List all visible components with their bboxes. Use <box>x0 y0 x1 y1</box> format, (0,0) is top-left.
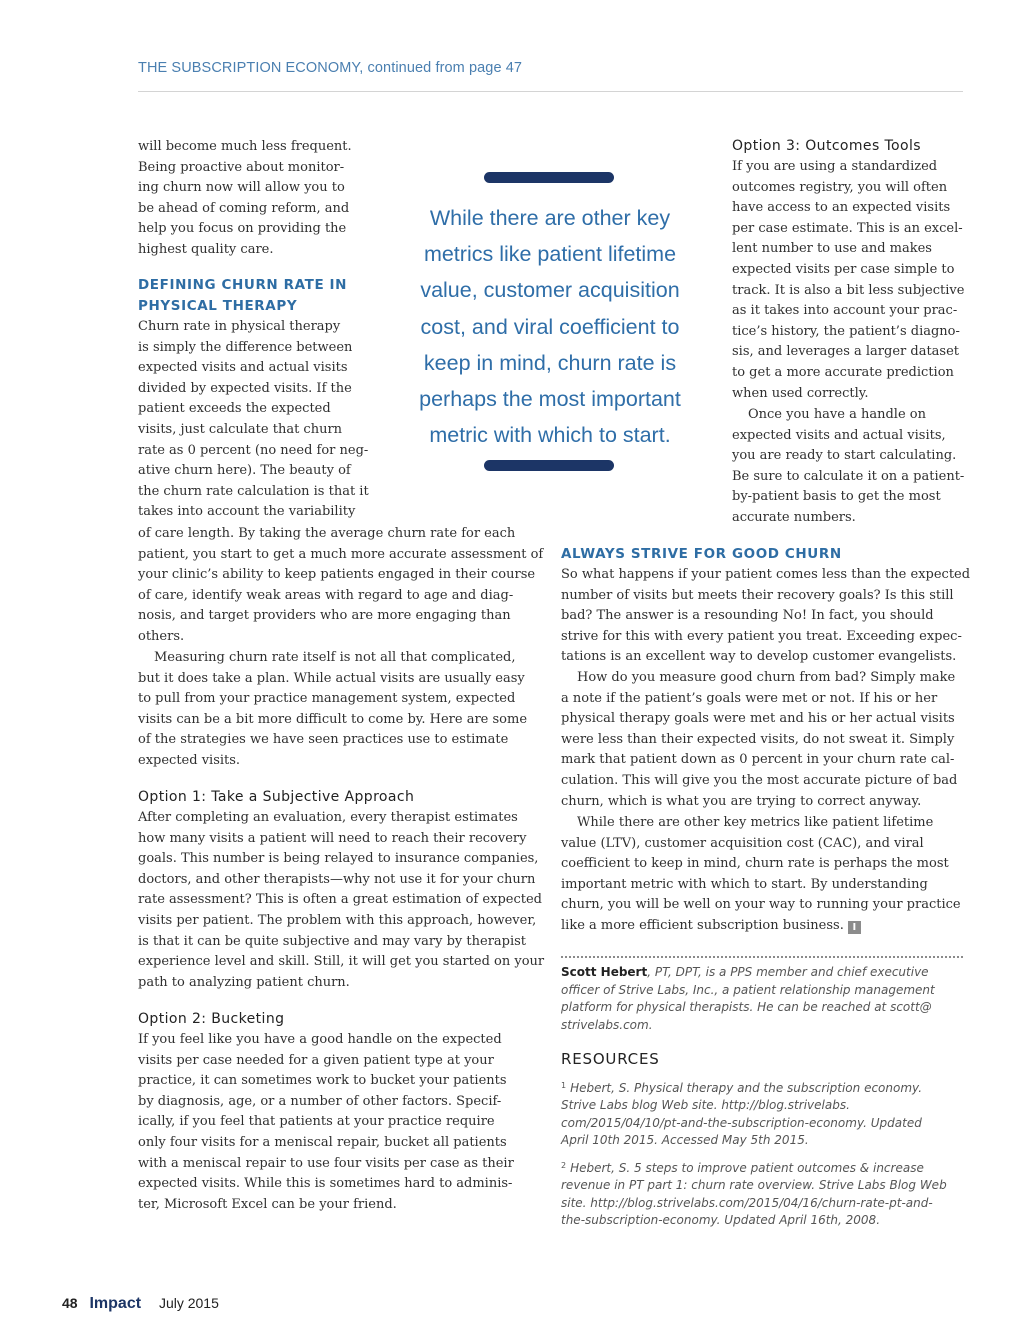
defining-paragraph-narrow-line-6 <box>138 420 378 441</box>
strive-heading-wrap <box>561 544 971 565</box>
while-paragraph-line-3-text: coefficient to keep in mind, churn rate is perhaps the most <box>561 856 949 872</box>
measuring-paragraph-line-5 <box>138 730 548 751</box>
option3-paragraph-line-12-text: when used correctly. <box>732 385 869 401</box>
measuring-paragraph-line-3-text: to pull from your practice management system, expected <box>138 691 516 707</box>
defining-paragraph-narrow-line-6-text: visits, just calculate that churn <box>138 421 343 437</box>
strive-paragraph-line-4-text: strive for this with every patient you treat. Exceeding expec- <box>561 628 962 644</box>
defining-paragraph-wide-line-5-text: nosis, and target providers who are more engaging than <box>138 608 511 624</box>
strive-paragraph-line-1-text: So what happens if your patient comes less than the expected <box>561 567 971 582</box>
option1-paragraph-line-9-text: path to analyzing patient churn. <box>138 974 350 990</box>
option1-paragraph-line-8-text: experience level and skill. Still, it will get you started on your <box>138 954 545 970</box>
option1-paragraph-line-4 <box>138 870 548 891</box>
option1-heading-wrap <box>138 787 548 808</box>
intro-paragraph-line-1 <box>138 137 378 158</box>
author-bio <box>561 964 971 1034</box>
option1-paragraph-line-1 <box>138 808 548 829</box>
measuring-paragraph-line-3 <box>138 689 548 710</box>
measuring-paragraph-line-2 <box>138 669 548 690</box>
measuring-paragraph-line-6 <box>138 751 548 772</box>
option1-paragraph-line-6-text: visits per patient. The problem with this approach, however, <box>138 912 537 928</box>
reference-1-line-2: Strive Labs blog Web site. http://blog.strivelabs. <box>561 1098 850 1113</box>
reference-1-line-4: April 10th 2015. Accessed May 5th 2015. <box>561 1132 809 1147</box>
once-paragraph-line-4 <box>732 467 972 488</box>
option1-paragraph-line-7-text: is that it can be quite subjective and may vary by therapist <box>138 933 527 949</box>
while-paragraph-line-5 <box>561 895 971 916</box>
resources-heading: RESOURCES <box>561 1050 660 1068</box>
strive-paragraph-line-5-text: tations is an excellent way to develop customer evangelists. <box>561 649 957 665</box>
option3-paragraph-line-7-text: track. It is also a bit less subjective <box>732 282 965 298</box>
option2-paragraph-line-1 <box>138 1030 548 1051</box>
while-paragraph-line-4 <box>561 875 971 896</box>
reference-2 <box>561 1157 971 1229</box>
while-paragraph-line-6-text: like a more efficient subscription business. <box>561 917 844 933</box>
option2-paragraph-line-8 <box>138 1174 548 1195</box>
defining-paragraph-narrow-line-2 <box>138 338 378 359</box>
pull-quote-line-5 <box>400 345 700 381</box>
pull-quote-line-4-text: cost, and viral coefficient to <box>420 314 680 339</box>
defining-paragraph-narrow-line-4 <box>138 379 378 400</box>
defining-paragraph-narrow-line-10-text: takes into account the variability <box>138 504 356 520</box>
pull-quote-line-7 <box>400 417 700 453</box>
defining-paragraph-narrow-line-1 <box>138 317 378 338</box>
pull-quote-line-3-text: value, customer acquisition <box>420 278 680 303</box>
option3-paragraph-line-2-text: outcomes registry, you will often <box>732 179 948 195</box>
while-paragraph <box>561 813 971 937</box>
defining-paragraph-wide <box>138 524 548 648</box>
option3-paragraph-line-7 <box>732 281 972 302</box>
while-paragraph-line-5-text: churn, you will be well on your way to running your practice <box>561 897 961 913</box>
header-rule <box>138 91 963 92</box>
while-paragraph-line-4-text: important metric with which to start. By understanding <box>561 876 928 892</box>
strive-paragraph-line-5 <box>561 647 971 668</box>
intro-paragraph-line-4-text: be ahead of coming reform, and <box>138 200 350 216</box>
intro-paragraph-line-2 <box>138 158 378 179</box>
how-paragraph-line-4-text: were less than their expected visits, do not sweat it. Simply <box>561 731 955 747</box>
how-paragraph-line-3 <box>561 709 971 730</box>
option3-paragraph-line-3 <box>732 198 972 219</box>
bio-line-3: platform for physical therapists. He can be reached at scott@ <box>561 1000 932 1014</box>
bio-line-1-text: , PT, DPT, is a PPS member and chief executive <box>647 965 929 979</box>
how-paragraph-line-1 <box>561 668 971 689</box>
option3-paragraph-line-6-text: expected visits per case simple to <box>732 261 955 277</box>
how-paragraph-line-7-text: churn, which is what you are trying to correct anyway. <box>561 793 922 809</box>
measuring-paragraph-line-2-text: but it does take a plan. While actual visits are usually easy <box>138 670 525 686</box>
option3-paragraph-line-3-text: have access to an expected visits <box>732 200 951 216</box>
pull-quote-line-7-text: metric with which to start. <box>429 423 671 448</box>
defining-paragraph-narrow <box>138 317 378 523</box>
option1-paragraph-line-3-text: goals. This number is being relayed to insurance companies, <box>138 851 539 867</box>
defining-heading <box>138 275 378 316</box>
option3-paragraph-line-9 <box>732 322 972 343</box>
option3-paragraph <box>732 157 972 404</box>
bio-line-4: strivelabs.com. <box>561 1017 653 1032</box>
defining-paragraph-wide-line-4 <box>138 586 548 607</box>
intro-paragraph-line-1-text: will become much less frequent. <box>138 139 352 154</box>
once-paragraph <box>732 405 972 529</box>
option3-paragraph-line-5 <box>732 239 972 260</box>
pull-quote-line-6 <box>400 381 700 417</box>
option1-paragraph-line-7 <box>138 932 548 953</box>
defining-paragraph-narrow-line-7 <box>138 441 378 462</box>
page-footer <box>62 1295 219 1313</box>
option3-heading-wrap <box>732 136 972 157</box>
option2-paragraph-line-8-text: expected visits. While this is sometimes hard to adminis- <box>138 1176 513 1192</box>
author-name: Scott Hebert <box>561 965 648 979</box>
intro-paragraph-line-6 <box>138 240 378 261</box>
once-paragraph-line-2-text: expected visits and actual visits, <box>732 427 946 443</box>
option3-paragraph-line-4 <box>732 219 972 240</box>
bio-divider <box>561 956 963 958</box>
defining-paragraph-wide-line-5 <box>138 606 548 627</box>
option3-paragraph-line-4-text: per case estimate. This is an excel- <box>732 220 963 236</box>
how-paragraph-line-6 <box>561 771 971 792</box>
pull-quote-line-2-text: metrics like patient lifetime <box>423 242 677 267</box>
pull-quote-line-6-text: perhaps the most important <box>419 387 681 412</box>
bio-line-1 <box>561 964 971 982</box>
intro-paragraph-line-3-text: ing churn now will allow you to <box>138 180 345 196</box>
defining-paragraph-narrow-line-10 <box>138 502 378 523</box>
option2-paragraph-line-3 <box>138 1071 548 1092</box>
option2-paragraph-line-6-text: only four visits for a meniscal repair, bucket all patients <box>138 1134 507 1150</box>
how-paragraph-line-5 <box>561 750 971 771</box>
intro-paragraph-line-6-text: highest quality care. <box>138 241 274 257</box>
pull-quote-line-1-text: While there are other key <box>429 206 671 230</box>
option3-paragraph-line-12 <box>732 384 972 405</box>
option1-paragraph-line-5-text: rate assessment? This is often a great estimation of expected <box>138 892 542 908</box>
option3-paragraph-line-1-text: If you are using a standardized <box>732 159 938 174</box>
reference-2-text-1: Hebert, S. 5 steps to improve patient outcomes & increase <box>570 1161 924 1176</box>
strive-paragraph-line-3 <box>561 606 971 627</box>
defining-paragraph-narrow-line-8 <box>138 461 378 482</box>
once-paragraph-line-1 <box>732 405 972 426</box>
option3-paragraph-line-8 <box>732 301 972 322</box>
reference-1-number: 1 <box>561 1081 567 1090</box>
option1-paragraph-line-6 <box>138 911 548 932</box>
option1-paragraph-line-9 <box>138 973 548 994</box>
intro-paragraph-line-5 <box>138 219 378 240</box>
strive-heading: ALWAYS STRIVE FOR GOOD CHURN <box>561 546 842 562</box>
reference-1-line-1 <box>561 1077 971 1097</box>
defining-paragraph-wide-line-1 <box>138 524 548 545</box>
defining-paragraph-wide-line-3 <box>138 565 548 586</box>
option2-paragraph-line-6 <box>138 1133 548 1154</box>
option3-paragraph-line-9-text: tice’s history, the patient’s diagno- <box>732 323 960 339</box>
once-paragraph-line-2 <box>732 426 972 447</box>
option2-paragraph-line-5-text: ically, if you feel that patients at your practice require <box>138 1114 495 1130</box>
once-paragraph-line-6 <box>732 508 972 529</box>
how-paragraph-line-7 <box>561 792 971 813</box>
measuring-paragraph <box>138 648 548 772</box>
while-paragraph-line-2-text: value (LTV), customer acquisition cost (CAC), and viral <box>561 835 924 851</box>
once-paragraph-line-5 <box>732 487 972 508</box>
once-paragraph-line-5-text: by-patient basis to get the most <box>732 489 941 505</box>
strive-paragraph-line-4 <box>561 627 971 648</box>
intro-paragraph <box>138 137 378 261</box>
pull-quote <box>400 200 700 453</box>
pullquote-bar-top <box>484 172 614 183</box>
pull-quote-line-5-text: keep in mind, churn rate is <box>423 350 677 375</box>
bio-line-2: officer of Strive Labs, Inc., a patient relationship management <box>561 982 935 997</box>
defining-paragraph-wide-line-2-text: patient, you start to get a much more accurate assessment of <box>138 546 544 562</box>
option3-paragraph-line-11 <box>732 363 972 384</box>
defining-paragraph-wide-line-1-text: of care length. By taking the average churn rate for each <box>138 526 516 541</box>
option2-paragraph-line-9 <box>138 1195 548 1216</box>
measuring-paragraph-line-1-text: Measuring churn rate itself is not all that complicated, <box>154 650 516 665</box>
measuring-paragraph-line-4 <box>138 710 548 731</box>
end-mark-icon: I <box>848 921 861 934</box>
once-paragraph-line-6-text: accurate numbers. <box>732 509 856 525</box>
defining-paragraph-wide-line-6-text: others. <box>138 628 185 644</box>
how-paragraph <box>561 668 971 812</box>
option3-paragraph-line-10 <box>732 342 972 363</box>
pull-quote-line-3 <box>400 272 700 308</box>
how-paragraph-line-1-text: How do you measure good churn from bad? Simply make <box>577 670 956 685</box>
strive-paragraph-line-1 <box>561 565 971 586</box>
option1-paragraph-line-5 <box>138 890 548 911</box>
defining-paragraph-narrow-line-9-text: the churn rate calculation is that it <box>138 483 369 499</box>
option2-paragraph-line-7-text: with a meniscal repair to use four visits per case as their <box>138 1155 514 1171</box>
strive-paragraph-line-2 <box>561 586 971 607</box>
option3-paragraph-line-8-text: as it takes into account your prac- <box>732 303 958 319</box>
option3-paragraph-line-1 <box>732 157 972 178</box>
reference-2-number: 2 <box>561 1161 567 1171</box>
how-paragraph-line-2 <box>561 689 971 710</box>
once-paragraph-line-3 <box>732 446 972 467</box>
intro-paragraph-line-4 <box>138 199 378 220</box>
defining-paragraph-wide-line-4-text: of care, identify weak areas with regard to age and diag- <box>138 587 514 603</box>
resources-list <box>561 1077 971 1229</box>
pullquote-bar-bottom <box>484 460 614 471</box>
defining-paragraph-narrow-line-7-text: rate as 0 percent (no need for neg- <box>138 442 369 458</box>
how-paragraph-line-2-text: a note if the patient’s goals were met or not. If his or her <box>561 690 938 706</box>
option2-paragraph-line-4-text: by diagnosis, age, or a number of other factors. Specif- <box>138 1093 502 1109</box>
option2-paragraph-line-5 <box>138 1112 548 1133</box>
measuring-paragraph-line-6-text: expected visits. <box>138 752 241 768</box>
measuring-paragraph-line-5-text: of the strategies we have seen practices use to estimate <box>138 732 509 748</box>
defining-paragraph-narrow-line-2-text: is simply the difference between <box>138 339 353 355</box>
defining-heading-line-1: DEFINING CHURN RATE IN <box>138 277 348 293</box>
intro-paragraph-line-2-text: Being proactive about monitor- <box>138 159 345 175</box>
running-head: THE SUBSCRIPTION ECONOMY, continued from page 47 <box>138 60 523 76</box>
option2-heading-wrap <box>138 1009 548 1030</box>
option1-paragraph-line-3 <box>138 849 548 870</box>
while-paragraph-line-3 <box>561 854 971 875</box>
option2-paragraph-line-7 <box>138 1154 548 1175</box>
pull-quote-line-4 <box>400 309 700 345</box>
option3-paragraph-line-2 <box>732 178 972 199</box>
option1-paragraph-line-4-text: doctors, and other therapists—why not use it for your churn <box>138 871 536 887</box>
reference-1 <box>561 1077 971 1149</box>
once-paragraph-line-3-text: you are ready to start calculating. <box>732 448 957 464</box>
option1-paragraph-line-8 <box>138 952 548 973</box>
strive-paragraph <box>561 565 971 668</box>
option1-paragraph-line-2 <box>138 829 548 850</box>
option2-paragraph-line-9-text: ter, Microsoft Excel can be your friend. <box>138 1196 397 1212</box>
how-paragraph-line-6-text: culation. This will give you the most accurate picture of bad <box>561 772 958 788</box>
resources-heading-wrap <box>561 1050 971 1068</box>
option2-paragraph-line-1-text: If you feel like you have a good handle on the expected <box>138 1032 502 1047</box>
defining-paragraph-narrow-line-3 <box>138 358 378 379</box>
while-paragraph-line-6 <box>561 916 971 937</box>
how-paragraph-line-5-text: mark that patient down as 0 percent in your churn rate cal- <box>561 752 955 768</box>
defining-paragraph-narrow-line-5-text: patient exceeds the expected <box>138 401 331 417</box>
reference-2-line-4: the-subscription-economy. Updated April 16th, 2008. <box>561 1213 881 1228</box>
reference-1-text-1: Hebert, S. Physical therapy and the subscription economy. <box>570 1081 923 1095</box>
option1-heading: Option 1: Take a Subjective Approach <box>138 789 415 805</box>
defining-paragraph-wide-line-3-text: your clinic’s ability to keep patients engaged in their course <box>138 567 536 583</box>
option2-paragraph <box>138 1030 548 1215</box>
defining-paragraph-narrow-line-5 <box>138 399 378 420</box>
defining-paragraph-narrow-line-4-text: divided by expected visits. If the <box>138 380 352 396</box>
pull-quote-line-2 <box>400 236 700 272</box>
while-paragraph-line-1-text: While there are other key metrics like patient lifetime <box>577 815 934 830</box>
how-paragraph-line-4 <box>561 730 971 751</box>
intro-paragraph-line-5-text: help you focus on providing the <box>138 221 347 237</box>
option3-paragraph-line-11-text: to get a more accurate prediction <box>732 364 954 380</box>
reference-2-line-2: revenue in PT part 1: churn rate overview. Strive Labs Blog Web <box>561 1178 947 1193</box>
defining-paragraph-wide-line-2 <box>138 545 548 566</box>
defining-paragraph-wide-line-6 <box>138 627 548 648</box>
strive-paragraph-line-3-text: bad? The answer is a resounding No! In fact, you should <box>561 608 934 624</box>
option2-paragraph-line-2-text: visits per case needed for a given patient type at your <box>138 1052 494 1068</box>
defining-paragraph-narrow-line-3-text: expected visits and actual visits <box>138 360 348 376</box>
option3-paragraph-line-10-text: sis, and leverages a larger dataset <box>732 344 960 360</box>
measuring-paragraph-line-4-text: visits can be a bit more difficult to come by. Here are some <box>138 711 528 727</box>
how-paragraph-line-3-text: physical therapy goals were met and his or her actual visits <box>561 711 955 727</box>
reference-1-line-3: com/2015/04/10/pt-and-the-subscription-economy. Updated <box>561 1115 922 1130</box>
measuring-paragraph-line-1 <box>138 648 548 669</box>
intro-paragraph-line-3 <box>138 178 378 199</box>
reference-2-line-1 <box>561 1157 971 1177</box>
defining-paragraph-narrow-line-9 <box>138 482 378 503</box>
defining-heading-line-2: PHYSICAL THERAPY <box>138 297 298 314</box>
while-paragraph-line-2 <box>561 834 971 855</box>
option1-paragraph <box>138 808 548 993</box>
option1-paragraph-line-2-text: how many visits a patient will need to reach their recovery <box>138 830 527 846</box>
option1-paragraph-line-1-text: After completing an evaluation, every therapist estimates <box>138 810 518 825</box>
option3-heading: Option 3: Outcomes Tools <box>732 138 921 154</box>
reference-2-line-3: site. http://blog.strivelabs.com/2015/04/16/churn-rate-pt-and- <box>561 1195 933 1210</box>
page-number: 48 <box>62 1295 78 1311</box>
option2-paragraph-line-4 <box>138 1092 548 1113</box>
magazine-logo: Impact <box>89 1295 142 1312</box>
pull-quote-line-1 <box>400 200 700 236</box>
option2-heading: Option 2: Bucketing <box>138 1011 285 1027</box>
once-paragraph-line-4-text: Be sure to calculate it on a patient- <box>732 468 965 484</box>
option2-paragraph-line-2 <box>138 1051 548 1072</box>
strive-paragraph-line-2-text: number of visits but meets their recovery goals? Is this still <box>561 587 954 603</box>
while-paragraph-line-1 <box>561 813 971 834</box>
defining-paragraph-narrow-line-8-text: ative churn here). The beauty of <box>138 463 351 479</box>
issue-date: July 2015 <box>158 1295 219 1311</box>
option2-paragraph-line-3-text: practice, it can sometimes work to bucket your patients <box>138 1073 507 1089</box>
once-paragraph-line-1-text: Once you have a handle on <box>748 407 926 422</box>
option3-paragraph-line-6 <box>732 260 972 281</box>
defining-paragraph-narrow-line-1-text: Churn rate in physical therapy <box>138 319 341 334</box>
option3-paragraph-line-5-text: lent number to use and makes <box>732 241 932 257</box>
